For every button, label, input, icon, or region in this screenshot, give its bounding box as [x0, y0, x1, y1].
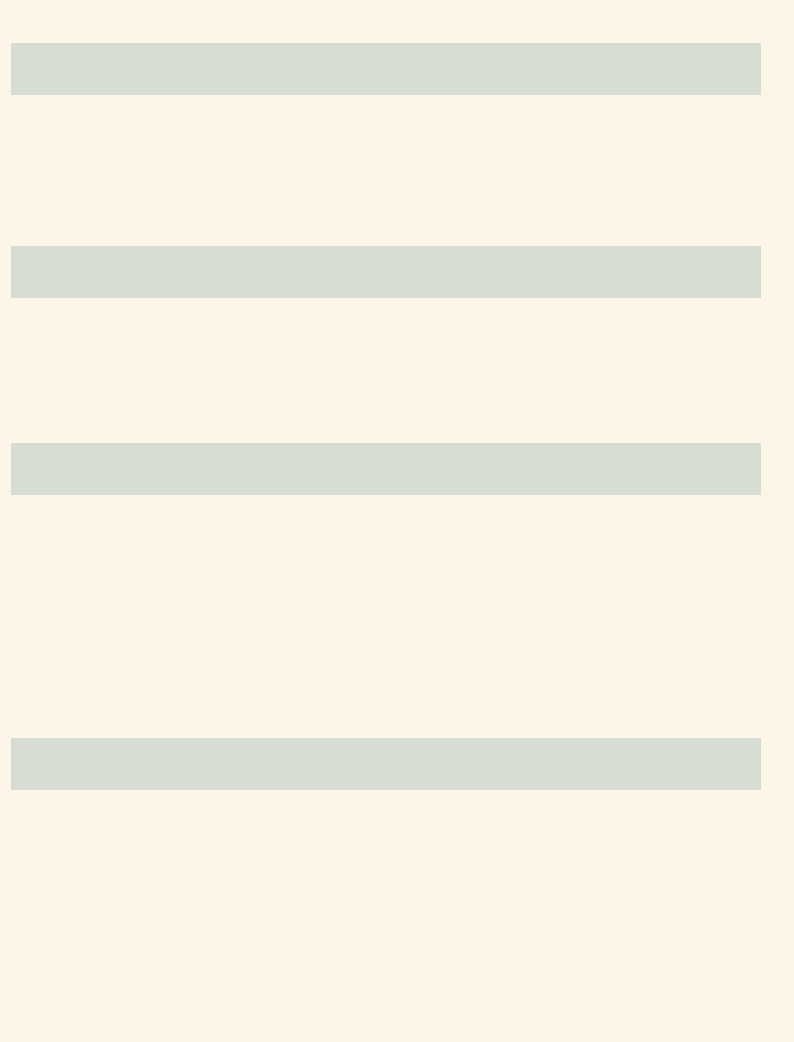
section-home-care: [11, 246, 761, 402]
section-final-grab-list: [11, 443, 761, 695]
checklist: [12, 326, 761, 402]
checklist-item[interactable]: [12, 351, 761, 376]
section-kitchen: [11, 43, 761, 216]
checklist-item[interactable]: [12, 115, 761, 140]
checklist-item[interactable]: [15, 544, 761, 569]
checklist: [14, 816, 761, 917]
checklist-item[interactable]: [15, 595, 761, 620]
checklist: [12, 115, 761, 216]
section-header-band: [11, 443, 761, 495]
section-header-band: [11, 738, 761, 790]
checklist-item[interactable]: [12, 165, 761, 190]
checklist-item[interactable]: [14, 841, 761, 866]
checklist-item[interactable]: [15, 645, 761, 670]
green-palm-frond-illustration: [0, 900, 220, 1042]
checklist-item[interactable]: [15, 519, 761, 544]
checklist-item[interactable]: [12, 376, 761, 401]
checklist-item[interactable]: [12, 326, 761, 351]
section-header-band: [11, 246, 761, 298]
checklist-item[interactable]: [15, 569, 761, 594]
checklist-item[interactable]: [15, 620, 761, 645]
checklist-item[interactable]: [14, 816, 761, 841]
checklist-item[interactable]: [12, 191, 761, 216]
checklist-item[interactable]: [14, 866, 761, 891]
section-header-band: [11, 43, 761, 95]
checklist-item[interactable]: [15, 670, 761, 695]
section-peace-of-mind-check: [11, 738, 761, 917]
checklist-item[interactable]: [12, 140, 761, 165]
checklist-item[interactable]: [14, 892, 761, 917]
checklist: [15, 519, 761, 695]
